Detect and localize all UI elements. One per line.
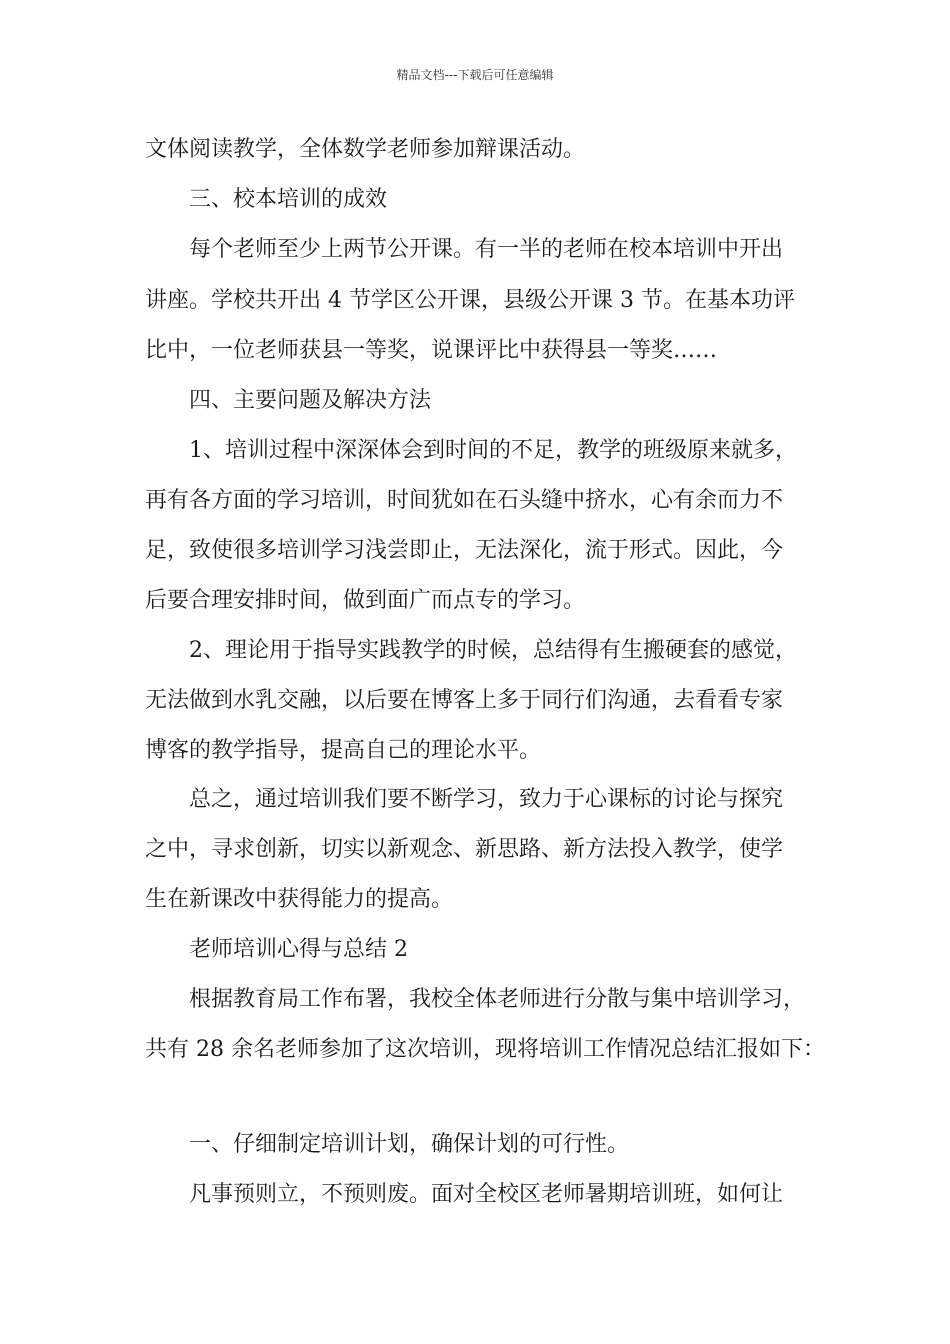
text-line: 无法做到水乳交融，以后要在博客上多于同行们沟通，去看看专家 [145,688,784,713]
text-line: 1、培训过程中深深体会到时间的不足，教学的班级原来就多， [145,438,797,463]
text-line: 足，致使很多培训学习浅尝即止，无法深化，流于形式。因此，今 [145,538,784,563]
text-line: 文体阅读教学，全体数学老师参加辩课活动。 [145,137,586,162]
text-line: 每个老师至少上两节公开课。有一半的老师在校本培训中开出 [145,237,784,262]
text-line: 凡事预则立，不预则废。面对全校区老师暑期培训班，如何让 [145,1182,784,1207]
text-line: 之中，寻求创新，切实以新观念、新思路、新方法投入教学，使学 [145,837,784,862]
text-line: 共有 28 余名老师参加了这次培训，现将培训工作情况总结汇报如下： [145,1037,825,1062]
text-line: 根据教育局工作布署，我校全体老师进行分散与集中培训学习， [145,987,806,1012]
section-heading: 四、主要问题及解决方法 [145,388,432,413]
text-line: 生在新课改中获得能力的提高。 [145,887,454,912]
text-line: 后要合理安排时间，做到面广而点专的学习。 [145,588,586,613]
text-line: 博客的教学指导，提高自己的理论水平。 [145,738,542,763]
page-header: 精品文档---下载后可任意编辑 [396,68,554,82]
text-line: 比中，一位老师获县一等奖，说课评比中获得县一等奖…… [145,338,718,363]
text-line: 2、理论用于指导实践教学的时候，总结得有生搬硬套的感觉， [145,638,797,663]
text-line: 总之，通过培训我们要不断学习，致力于心课标的讨论与探究 [145,787,784,812]
section-heading: 三、校本培训的成效 [145,187,388,212]
text-line: 讲座。学校共开出 4 节学区公开课，县级公开课 3 节。在基本功评 [145,288,795,313]
section-heading: 一、仔细制定培训计划，确保计划的可行性。 [145,1132,630,1157]
text-line: 再有各方面的学习培训，时间犹如在石头缝中挤水，心有余而力不 [145,488,784,513]
section-heading: 老师培训心得与总结 2 [145,937,408,962]
